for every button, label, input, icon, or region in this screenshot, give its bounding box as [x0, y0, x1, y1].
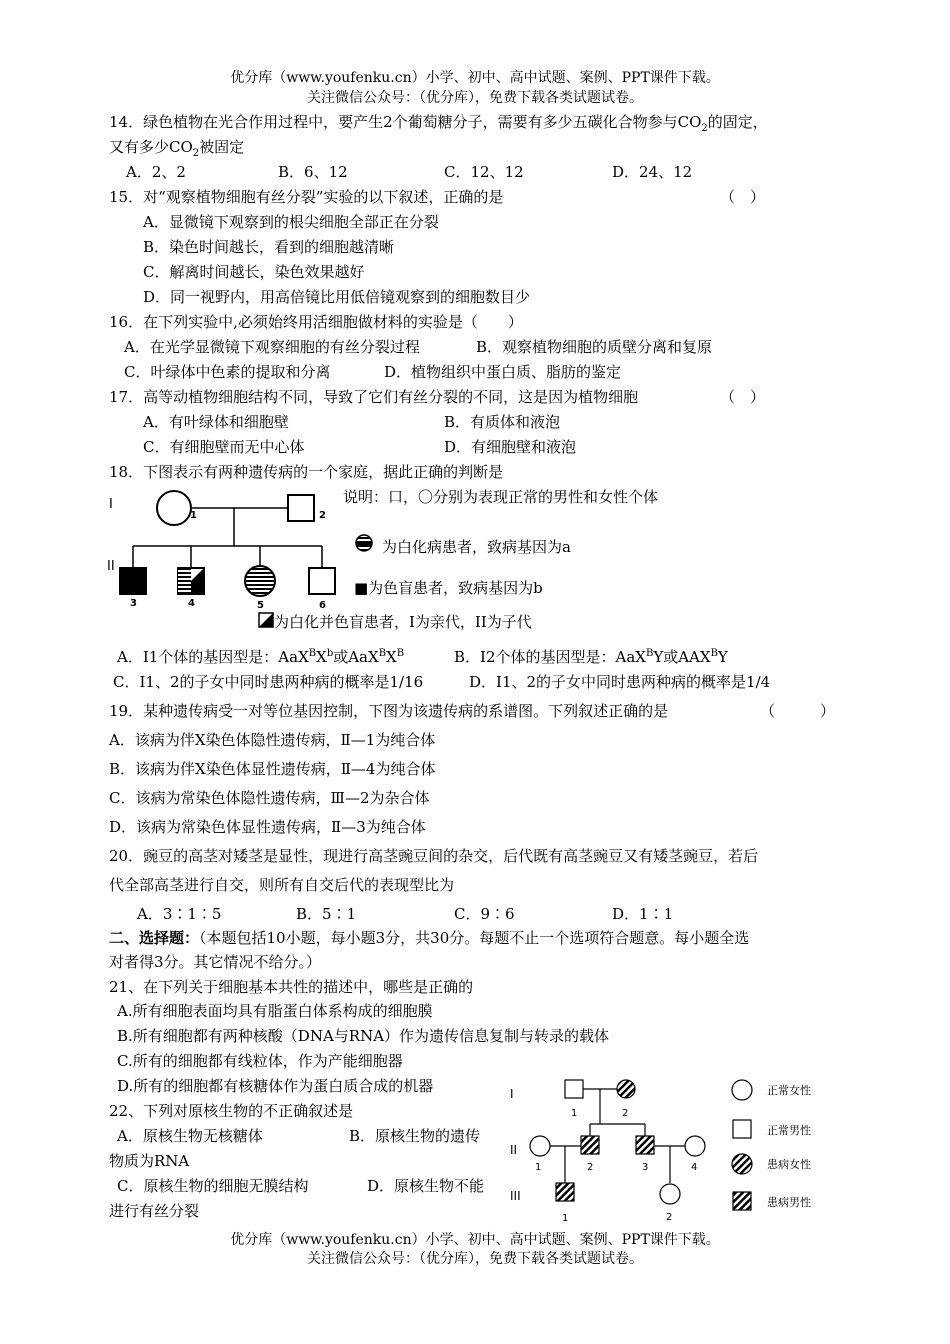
- q18-II5-affected-female: [245, 566, 275, 596]
- q16-option-c: C．叶绿体中色素的提取和分离: [124, 363, 331, 381]
- q22-option-c: C．原核生物的细胞无膜结构: [117, 1177, 309, 1195]
- q22-option-b: B．原核生物的遗传: [349, 1127, 481, 1145]
- q16-option-a: A．在光学显微镜下观察细胞的有丝分裂过程: [124, 338, 420, 356]
- q18-option-c: C．I1、2的子女中同时患两种病的概率是1/16: [113, 673, 424, 691]
- q14-stem: 14．绿色植物在光合作用过程中，要产生2个葡萄糖分子，需要有多少五碳化合物参与$CO_2$的固定，: [109, 113, 768, 134]
- q14-stem-line2: 又有多少$CO_2$被固定: [109, 138, 245, 159]
- p2-III2-label: 2: [666, 1212, 673, 1223]
- p2-gen-II-label: II: [510, 1143, 518, 1157]
- q19-option-c: C．该病为常染色体隐性遗传病，Ⅲ—2为杂合体: [109, 789, 430, 807]
- q22-option-d-cont: 进行有丝分裂: [109, 1202, 200, 1220]
- q15-answer-paren: （ ）: [720, 188, 766, 206]
- p2-II3-affected-male: [636, 1136, 654, 1154]
- q14-option-c: C．12、12: [444, 163, 524, 181]
- q21-option-b: B.所有细胞都有两种核酸（DNA与RNA）作为遗传信息复制与转录的载体: [117, 1027, 610, 1045]
- p2-I1-normal-male: [565, 1080, 583, 1098]
- q18-gen-II-label: II: [107, 559, 115, 574]
- p2-gen-III-label: III: [510, 1189, 521, 1203]
- p2-III1-label: 1: [562, 1213, 569, 1224]
- q20-option-d: D．1∶1: [612, 905, 674, 923]
- q17-option-c: C．有细胞壁而无中心体: [143, 438, 305, 456]
- q18-option-b: B．I2个体的基因型是：AaX$^B$Y或$AAX^BY$: [454, 648, 728, 666]
- p2-I2-label: 2: [622, 1108, 629, 1119]
- footer-line-1: 优分库（www.youfenku.cn）小学、初中、高中试题、案例、PPT课件下载。: [230, 1232, 720, 1248]
- q17-option-a: A．有叶绿体和细胞壁: [143, 413, 289, 431]
- p2-II1-label: 1: [535, 1162, 542, 1173]
- p2-II2-label: 2: [587, 1162, 594, 1173]
- p2-gen-I-label: I: [510, 1087, 514, 1101]
- q17-option-d: D．有细胞壁和液泡: [444, 438, 577, 456]
- p2-legend-normal-male-icon: [733, 1120, 751, 1138]
- q20-option-c: C．9∶6: [454, 905, 515, 923]
- p2-I1-label: 1: [571, 1108, 578, 1119]
- q17-stem: 17．高等动植物细胞结构不同，导致了它们有丝分裂的不同，这是因为植物细胞: [109, 388, 639, 406]
- section2-heading: 二、选择题：（本题包括10小题，每小题3分，共30分。每题不止一个选项符合题意。每小题全选: [109, 929, 750, 947]
- q22-option-d: D．原核生物不能: [367, 1177, 485, 1195]
- q20-stem-line2: 代全部高茎进行自交，则所有自交后代的表现型比为: [109, 876, 455, 894]
- q17-option-b: B．有质体和液泡: [444, 413, 561, 431]
- p2-legend-normal-female-icon: [732, 1080, 752, 1100]
- p2-II4-normal-female: [685, 1136, 705, 1156]
- q19-stem: 19．某种遗传病受一对等位基因控制，下图为该遗传病的系谱图。下列叙述正确的是: [109, 702, 669, 720]
- footer-line-2: 关注微信公众号：（优分库），免费下载各类试题试卷。: [307, 1251, 643, 1267]
- q22-stem: 22、下列对原核生物的不正确叙述是: [109, 1102, 354, 1120]
- q21-option-d: D.所有的细胞都有核糖体作为蛋白质合成的机器: [117, 1077, 434, 1095]
- q14-option-b: B．6、12: [278, 163, 348, 181]
- q22-option-b-cont: 物质为RNA: [109, 1152, 190, 1170]
- p2-III1-affected-male: [556, 1183, 574, 1201]
- p2-legend-affected-male: 患病男性: [767, 1196, 811, 1209]
- q18-label-1: 1: [190, 510, 197, 521]
- p2-legend-affected-female-icon: [732, 1154, 752, 1174]
- q15-option-c: C．解离时间越长，染色效果越好: [143, 263, 365, 281]
- q18-label-6: 6: [319, 600, 326, 611]
- header-line-2: 关注微信公众号：（优分库），免费下载各类试题试卷。: [307, 90, 643, 106]
- p2-II4-label: 4: [691, 1162, 698, 1173]
- p2-III2-normal-female: [660, 1184, 680, 1204]
- q19-option-b: B．该病为伴X染色体显性遗传病，Ⅱ—4为纯合体: [109, 760, 436, 778]
- section2-desc-line2: 对者得3分。其它情况不给分。）: [109, 953, 322, 971]
- q14-option-a: A．2、2: [126, 163, 186, 181]
- q18-option-a: A．I1个体的基因型是：$AaX^BX^b$或$AaX^BX^B$: [117, 648, 405, 666]
- q20-option-a: A．3∶1∶5: [137, 905, 222, 923]
- q18-legend-2: 为白化病患者，致病基因为a: [382, 538, 571, 556]
- q17-answer-paren: （ ）: [720, 388, 766, 406]
- q18-legend-4: 为白化并色盲患者，I为亲代，II为子代: [274, 613, 532, 631]
- q18-I1-normal-female: [157, 491, 191, 525]
- q18-stem: 18．下图表示有两种遗传病的一个家庭，据此正确的判断是: [109, 463, 504, 481]
- q21-option-c: C.所有的细胞都有线粒体，作为产能细胞器: [117, 1052, 403, 1070]
- q15-option-a: A．显微镜下观察到的根尖细胞全部正在分裂: [143, 213, 439, 231]
- q18-II3-affected-male: [120, 568, 146, 594]
- q19-answer-paren: （ ）: [760, 702, 836, 720]
- q21-stem: 21、在下列关于细胞基本共性的描述中，哪些是正确的: [109, 978, 474, 996]
- q16-option-d: D．植物组织中蛋白质、脂肪的鉴定: [384, 363, 622, 381]
- p2-I2-affected-female: [617, 1080, 635, 1098]
- q18-legend-1: 说明：口，〇分别为表现正常的男性和女性个体: [343, 488, 659, 506]
- q18-label-4: 4: [188, 598, 195, 609]
- q18-label-2: 2: [319, 510, 326, 521]
- q18-legend-3: ■为色盲患者，致病基因为b: [354, 579, 543, 597]
- p2-II3-label: 3: [642, 1162, 649, 1173]
- q20-stem-line1: 20．豌豆的高茎对矮茎是显性，现进行高茎豌豆间的杂交，后代既有高茎豌豆又有矮茎豌豆，若后: [109, 847, 759, 865]
- q18-label-3: 3: [130, 598, 137, 609]
- q18-I2-normal-male: [288, 495, 314, 521]
- q18-pedigree-figure: [105, 484, 365, 614]
- q18-legend-both-icon: [258, 612, 274, 628]
- p2-legend-affected-female: 患病女性: [767, 1158, 811, 1171]
- q16-option-b: B．观察植物细胞的质壁分离和复原: [476, 338, 713, 356]
- q18-option-d: D．I1、2的子女中同时患两种病的概率是1/4: [469, 673, 771, 691]
- q19-option-a: A．该病为伴X染色体隐性遗传病，Ⅱ—1为纯合体: [109, 731, 436, 749]
- p2-legend-affected-male-icon: [733, 1192, 751, 1210]
- q15-stem: 15．对“观察植物细胞有丝分裂”实验的以下叙述，正确的是: [109, 188, 504, 206]
- q18-II4-striped-half: [178, 568, 191, 594]
- q15-option-b: B．染色时间越长，看到的细胞越清晰: [143, 238, 395, 256]
- q16-stem: 16．在下列实验中,必须始终用活细胞做材料的实验是（ ）: [109, 313, 523, 331]
- q18-legend-albinism-icon: [354, 533, 374, 553]
- q15-option-d: D．同一视野内，用高倍镜比用低倍镜观察到的细胞数目少: [143, 288, 531, 306]
- q21-option-a: A.所有细胞表面均具有脂蛋白体系构成的细胞膜: [117, 1002, 433, 1020]
- q18-gen-I-label: I: [109, 497, 113, 512]
- q14-option-d: D．24、12: [612, 163, 693, 181]
- q22-option-a: A．原核生物无核糖体: [117, 1127, 263, 1145]
- header-line-1: 优分库（www.youfenku.cn）小学、初中、高中试题、案例、PPT课件下载。: [230, 70, 720, 86]
- p2-II2-affected-male: [581, 1136, 599, 1154]
- p2-legend-normal-male: 正常男性: [767, 1124, 811, 1137]
- q18-label-5: 5: [257, 600, 264, 611]
- p2-II1-normal-female: [530, 1136, 550, 1156]
- q19-option-d: D．该病为常染色体显性遗传病，Ⅱ—3为纯合体: [109, 818, 426, 836]
- q20-option-b: B．5∶1: [296, 905, 357, 923]
- q18-II6-normal-male: [309, 568, 335, 594]
- q19-pedigree-figure: [505, 1068, 820, 1228]
- p2-legend-normal-female: 正常女性: [767, 1084, 811, 1097]
